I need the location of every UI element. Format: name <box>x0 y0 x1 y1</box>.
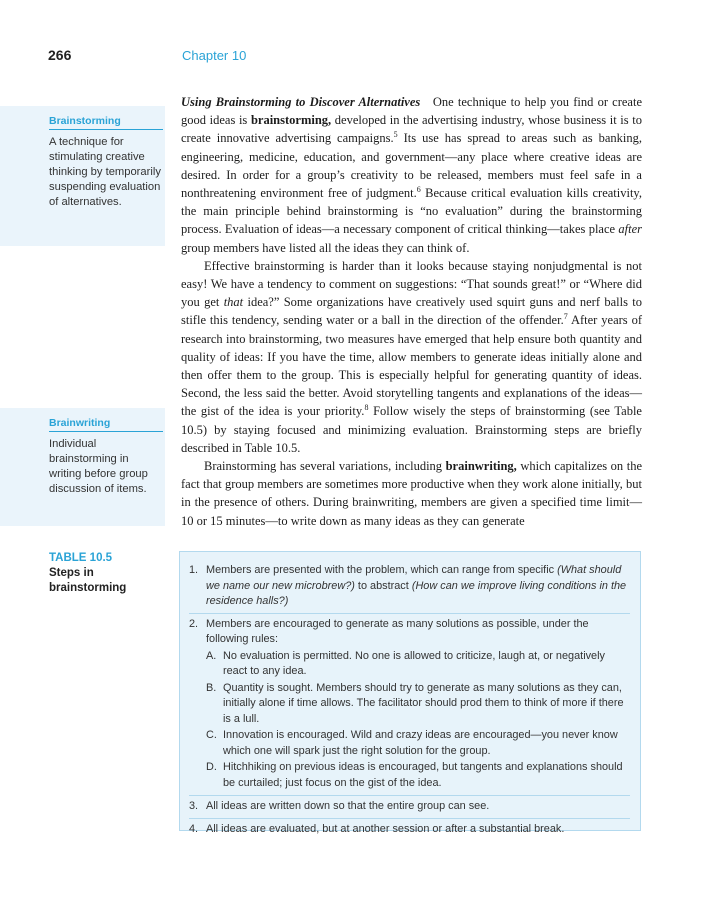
table-label <box>49 551 164 596</box>
rule-letter: D. <box>206 761 217 773</box>
rule-item <box>206 728 630 759</box>
step-text: All ideas are written down so that the entire group can see. <box>206 800 490 812</box>
run-in-heading: Using Brainstorming to Discover Alternatives <box>181 95 421 109</box>
text-run: Its use has spread to areas such as banking, engineering, medicine, education, and government—any place where creative ideas are desired. In order for a group’s creativity to be released, members must feel safe in a nonthreatening environment free of judgment. <box>181 131 642 201</box>
rule-letter: C. <box>206 729 217 741</box>
table-step <box>189 563 630 610</box>
divider <box>189 818 630 819</box>
step-text: All ideas are evaluated, but at another session or after a substantial break. <box>206 822 565 835</box>
text-run: After years of research into brainstorming, two measures have emerged that help ensure both quantity and quality of ideas: If you have the time, allow members to generate ideas initially alone and then offer them to the group. This is especially helpful for generating quantity of ideas. Second, the less said the better. Avoid storytelling tangents and explanations of the ideas—the gist of the idea is your priority. <box>181 313 642 419</box>
footnote-ref: 8 <box>364 403 369 413</box>
key-term: brainwriting, <box>445 459 517 474</box>
step-number: 2. <box>189 617 199 630</box>
rule-letter: B. <box>206 681 217 694</box>
text-run: developed in the advertising industry, whose business it is to create innovative advertising campaigns. <box>181 113 643 146</box>
key-term: brainstorming, <box>250 113 332 128</box>
glossary-term: Brainstorming <box>49 115 163 130</box>
divider <box>189 795 630 796</box>
paragraph-2 <box>181 257 642 457</box>
footnote-ref: 5 <box>393 130 398 140</box>
text-run: to abstract <box>354 579 412 592</box>
text-run: group members have listed all the ideas they can think of. <box>181 240 470 255</box>
glossary-brainwriting <box>0 408 165 526</box>
text-run: Members are presented with the problem, which can range from specific <box>206 564 558 576</box>
example: (What should we name our new microbrew?) <box>206 564 622 592</box>
table-step <box>189 822 630 838</box>
text-run: Because critical evaluation kills creativity, the main principle behind brainstorming is “no evaluation” during the brainstorming process. Evaluation of ideas—a necessary component of critical thinking—takes place <box>181 186 642 237</box>
table-number: TABLE 10.5 <box>49 552 113 564</box>
text-run: idea?” Some organizations have creatively used squirt guns and nerf balls to stifle this tendency, sending water or a ball in the direction of the offender. <box>181 295 642 328</box>
step-number: 3. <box>189 800 199 812</box>
glossary-term: Brainwriting <box>49 417 163 432</box>
step-text <box>206 617 630 793</box>
emphasis: that <box>223 295 244 310</box>
emphasis: after <box>618 222 642 237</box>
rule-text: Quantity is sought. Members should try to generate as many solutions as they can, initially alone if time allows. The facilitator should prod them to think of more if there is a lull. <box>223 681 624 725</box>
step-number: 1. <box>189 564 199 576</box>
text-run: Follow wisely the steps of brainstorming (see Table 10.5) by staying focused and minimizing evaluation. Brainstorming steps are briefly described in Table 10.5. <box>181 404 642 455</box>
table-title: Steps in brainstorming <box>49 567 127 594</box>
divider <box>189 613 630 614</box>
chapter-label: Chapter 10 <box>182 48 247 63</box>
text-run: Brainstorming has several variations, including <box>204 459 446 474</box>
example: (How can we improve living conditions in the residence halls?) <box>206 579 627 607</box>
glossary-definition: Individual brainstorming in writing before group discussion of items. <box>49 438 148 495</box>
page-number: 266 <box>48 47 72 63</box>
rule-letter: A. <box>206 649 217 662</box>
rule-text: Innovation is encouraged. Wild and crazy ideas are encouraged—you never know which one will spark just the right solution for the group. <box>223 729 618 757</box>
rule-text: Hitchhiking on previous ideas is encouraged, but tangents and explanations should be curtailed; just focus on the gist of the idea. <box>223 761 623 789</box>
rule-item <box>206 760 630 791</box>
table-step <box>189 617 630 793</box>
glossary-brainstorming <box>0 106 165 246</box>
text-run: Effective brainstorming is harder than it looks because staying nonjudgmental is not easy! We have a tendency to comment on suggestions: “That sounds great!” or “Where did you get <box>181 258 642 310</box>
footnote-ref: 7 <box>563 312 568 322</box>
step-number: 4. <box>189 822 199 835</box>
rule-text: No evaluation is permitted. No one is allowed to criticize, laugh at, or negatively react to any idea. <box>223 649 605 677</box>
table-step <box>189 799 630 815</box>
text-run: Members are encouraged to generate as many solutions as possible, under the following rules: <box>206 617 589 645</box>
step-text <box>206 563 630 610</box>
paragraph-3 <box>181 457 642 530</box>
rule-item <box>206 681 630 728</box>
body-text <box>181 93 642 530</box>
text-run: One technique to help you find or create good ideas is <box>181 95 643 128</box>
text-run: which capitalizes on the fact that group members are sometimes more productive when they work alone initially, but in the presence of others. During brainwriting, members are given a specified time limit—10 or 15 minutes—to write down as many ideas as they can generate <box>181 459 642 528</box>
footnote-ref: 6 <box>416 184 421 194</box>
paragraph-1 <box>181 93 642 257</box>
glossary-definition: A technique for stimulating creative thinking by temporarily suspending evaluation of alternatives. <box>49 136 161 208</box>
table-steps-in-brainstorming <box>179 551 641 835</box>
rule-item <box>206 649 630 680</box>
